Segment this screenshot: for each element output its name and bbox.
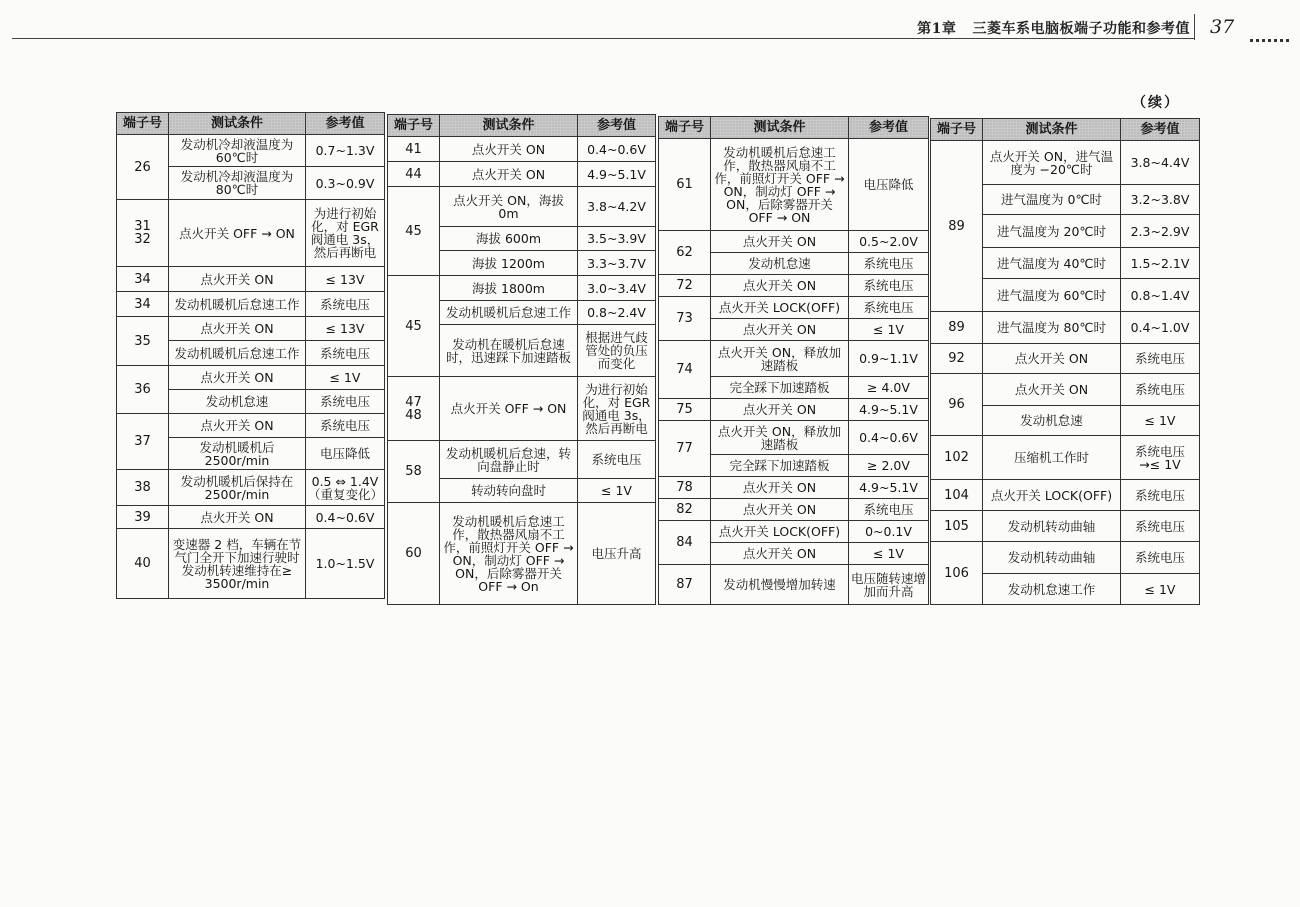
reference-cell: 系统电压 — [849, 275, 929, 297]
table-row — [117, 135, 385, 167]
condition-cell: 发动机暖机后怠速工作，散热器风扇不工作，前照灯开关 OFF → ON，制动灯 OFF → ON，后除雾器开关 OFF → ON — [711, 139, 849, 231]
terminal-cell: 104 — [931, 480, 983, 511]
condition-cell: 发动机暖机后2500r/min — [169, 438, 306, 470]
condition-cell: 发动机暖机后怠速工作 — [169, 341, 306, 366]
reference-cell: ≤ 1V — [1121, 406, 1200, 436]
condition-cell: 点火开关 ON，释放加速踏板 — [711, 421, 849, 455]
terminal-table-4 — [930, 118, 1200, 605]
reference-cell: 0.4~0.6V — [578, 137, 656, 162]
table-row — [117, 470, 385, 506]
reference-cell: 1.0~1.5V — [306, 529, 385, 599]
terminal-cell: 92 — [931, 344, 983, 374]
reference-cell: 4.9~5.1V — [578, 162, 656, 187]
table-row — [659, 399, 929, 421]
reference-cell: 系统电压 — [306, 341, 385, 366]
reference-cell: ≤ 13V — [306, 267, 385, 292]
table-row — [388, 377, 656, 441]
terminal-cell: 96 — [931, 374, 983, 436]
condition-cell: 点火开关 ON — [711, 275, 849, 297]
reference-cell: 电压升高 — [578, 503, 656, 605]
condition-cell: 进气温度为 60℃时 — [983, 279, 1121, 312]
reference-cell: 电压降低 — [306, 438, 385, 470]
table-row — [117, 366, 385, 390]
chapter-number: 第1章 — [917, 21, 957, 37]
reference-cell: 3.3~3.7V — [578, 251, 656, 276]
condition-cell: 海拔 1800m — [440, 276, 578, 301]
reference-header: 参考值 — [306, 113, 385, 135]
terminal-cell: 36 — [117, 366, 169, 414]
terminal-cell: 61 — [659, 139, 711, 231]
condition-cell: 转动转向盘时 — [440, 479, 578, 503]
condition-cell: 点火开关 ON — [983, 374, 1121, 406]
reference-cell: 根据进气歧管处的负压而变化 — [578, 325, 656, 377]
condition-cell: 点火开关 ON — [169, 366, 306, 390]
reference-cell: 3.0~3.4V — [578, 276, 656, 301]
condition-cell: 发动机转动曲轴 — [983, 542, 1121, 574]
table-row — [931, 344, 1200, 374]
terminal-cell: 39 — [117, 506, 169, 529]
condition-cell: 点火开关 ON，进气温度为 −20℃时 — [983, 141, 1121, 185]
condition-cell: 点火开关 ON — [711, 319, 849, 341]
terminal-header: 端子号 — [659, 117, 711, 139]
reference-header: 参考值 — [849, 117, 929, 139]
reference-cell: ≤ 1V — [578, 479, 656, 503]
terminal-cell: 78 — [659, 477, 711, 499]
reference-cell: 为进行初始化，对 EGR 阀通电 3s，然后再断电 — [578, 377, 656, 441]
condition-cell: 海拔 1200m — [440, 251, 578, 276]
terminal-cell: 58 — [388, 441, 440, 503]
reference-cell: 0.5~2.0V — [849, 231, 929, 253]
terminal-cell: 60 — [388, 503, 440, 605]
table-row — [659, 499, 929, 521]
reference-cell: 电压随转速增加而升高 — [849, 565, 929, 605]
terminal-cell: 89 — [931, 312, 983, 344]
terminal-cell: 72 — [659, 275, 711, 297]
terminal-cell: 102 — [931, 436, 983, 480]
table-header-row — [117, 113, 385, 135]
terminal-cell: 74 — [659, 341, 711, 399]
terminal-table-1 — [116, 112, 385, 599]
condition-cell: 发动机冷却液温度为60℃时 — [169, 135, 306, 167]
table-row — [388, 441, 656, 479]
terminal-header: 端子号 — [117, 113, 169, 135]
condition-cell: 进气温度为 20℃时 — [983, 215, 1121, 248]
reference-cell: 0~0.1V — [849, 521, 929, 543]
terminal-cell: 44 — [388, 162, 440, 187]
table-row — [931, 141, 1200, 185]
table-row — [659, 477, 929, 499]
reference-cell: 系统电压 — [1121, 480, 1200, 511]
condition-cell: 点火开关 ON — [711, 477, 849, 499]
terminal-cell: 47 48 — [388, 377, 440, 441]
terminal-header: 端子号 — [931, 119, 983, 141]
reference-cell: 为进行初始化，对 EGR 阀通电 3s，然后再断电 — [306, 200, 385, 267]
condition-header: 测试条件 — [440, 115, 578, 137]
condition-header: 测试条件 — [169, 113, 306, 135]
header-dots — [1250, 39, 1290, 42]
condition-header: 测试条件 — [983, 119, 1121, 141]
condition-cell: 点火开关 ON — [169, 506, 306, 529]
chapter-header — [880, 18, 1190, 38]
reference-cell: 0.3~0.9V — [306, 167, 385, 200]
condition-cell: 压缩机工作时 — [983, 436, 1121, 480]
condition-cell: 点火开关 ON — [711, 399, 849, 421]
reference-cell: ≤ 1V — [849, 319, 929, 341]
table-row — [931, 436, 1200, 480]
condition-cell: 发动机暖机后保持在2500r/min — [169, 470, 306, 506]
condition-cell: 完全踩下加速踏板 — [711, 455, 849, 477]
condition-cell: 点火开关 LOCK(OFF) — [711, 521, 849, 543]
reference-header: 参考值 — [1121, 119, 1200, 141]
terminal-cell: 40 — [117, 529, 169, 599]
terminal-cell: 105 — [931, 511, 983, 542]
condition-cell: 点火开关 ON — [440, 137, 578, 162]
table-row — [117, 200, 385, 267]
table-header-row — [659, 117, 929, 139]
condition-cell: 点火开关 ON，释放加速踏板 — [711, 341, 849, 377]
table-row — [659, 275, 929, 297]
terminal-cell: 31 32 — [117, 200, 169, 267]
condition-cell: 点火开关 ON — [169, 317, 306, 341]
condition-cell: 进气温度为 80℃时 — [983, 312, 1121, 344]
table-row — [388, 187, 656, 227]
condition-cell: 点火开关 ON — [711, 543, 849, 565]
table-row — [931, 480, 1200, 511]
condition-cell: 发动机暖机后怠速，转向盘静止时 — [440, 441, 578, 479]
reference-header: 参考值 — [578, 115, 656, 137]
terminal-cell: 89 — [931, 141, 983, 312]
terminal-cell: 34 — [117, 292, 169, 317]
table-row — [117, 317, 385, 341]
condition-cell: 海拔 600m — [440, 227, 578, 251]
condition-cell: 点火开关 ON — [440, 162, 578, 187]
terminal-cell: 37 — [117, 414, 169, 470]
table-row — [931, 511, 1200, 542]
reference-cell: 系统电压 — [1121, 344, 1200, 374]
reference-cell: 3.8~4.2V — [578, 187, 656, 227]
reference-cell: 系统电压 — [578, 441, 656, 479]
terminal-table-2 — [387, 114, 656, 605]
table-row — [659, 565, 929, 605]
condition-cell: 点火开关 ON — [711, 499, 849, 521]
table-row — [388, 503, 656, 605]
condition-cell: 点火开关 ON — [169, 267, 306, 292]
table-row — [117, 529, 385, 599]
reference-cell: ≥ 4.0V — [849, 377, 929, 399]
terminal-cell: 34 — [117, 267, 169, 292]
condition-cell: 发动机怠速 — [983, 406, 1121, 436]
reference-cell: 3.2~3.8V — [1121, 185, 1200, 215]
table-row — [117, 267, 385, 292]
terminal-cell: 41 — [388, 137, 440, 162]
terminal-cell: 82 — [659, 499, 711, 521]
reference-cell: 0.8~2.4V — [578, 301, 656, 325]
condition-cell: 点火开关 OFF → ON — [169, 200, 306, 267]
reference-cell: 1.5~2.1V — [1121, 248, 1200, 279]
continued-label: （续） — [1132, 95, 1180, 111]
condition-cell: 发动机慢慢增加转速 — [711, 565, 849, 605]
table-row — [388, 137, 656, 162]
condition-cell: 发动机怠速 — [711, 253, 849, 275]
reference-cell: 3.5~3.9V — [578, 227, 656, 251]
condition-cell: 进气温度为 0℃时 — [983, 185, 1121, 215]
reference-cell: 0.8~1.4V — [1121, 279, 1200, 312]
condition-header: 测试条件 — [711, 117, 849, 139]
condition-cell: 发动机怠速 — [169, 390, 306, 414]
terminal-cell: 87 — [659, 565, 711, 605]
condition-cell: 点火开关 LOCK(OFF) — [711, 297, 849, 319]
condition-cell: 发动机怠速工作 — [983, 574, 1121, 605]
condition-cell: 发动机转动曲轴 — [983, 511, 1121, 542]
terminal-cell: 62 — [659, 231, 711, 275]
reference-cell: 2.3~2.9V — [1121, 215, 1200, 248]
condition-cell: 发动机暖机后怠速工作 — [169, 292, 306, 317]
header-separator — [1194, 14, 1195, 40]
reference-cell: 4.9~5.1V — [849, 477, 929, 499]
reference-cell: 系统电压 — [849, 253, 929, 275]
table-header-row — [388, 115, 656, 137]
condition-cell: 发动机暖机后怠速工作，散热器风扇不工作，前照灯开关 OFF → ON，制动灯 OFF → ON，后除雾器开关 OFF → On — [440, 503, 578, 605]
condition-cell: 点火开关 LOCK(OFF) — [983, 480, 1121, 511]
table-row — [931, 312, 1200, 344]
condition-cell: 进气温度为 40℃时 — [983, 248, 1121, 279]
reference-cell: 系统电压 — [1121, 511, 1200, 542]
table-row — [117, 292, 385, 317]
table-row — [659, 231, 929, 253]
reference-cell: 电压降低 — [849, 139, 929, 231]
table-row — [931, 542, 1200, 574]
table-row — [659, 341, 929, 377]
table-row — [659, 139, 929, 231]
terminal-cell: 84 — [659, 521, 711, 565]
table-row — [388, 162, 656, 187]
reference-cell: 系统电压 — [1121, 542, 1200, 574]
table-row — [659, 521, 929, 543]
condition-cell: 点火开关 ON — [711, 231, 849, 253]
terminal-cell: 75 — [659, 399, 711, 421]
header-rule — [12, 38, 1194, 39]
table-header-row — [931, 119, 1200, 141]
terminal-cell: 45 — [388, 187, 440, 276]
reference-cell: 系统电压 — [849, 297, 929, 319]
terminal-cell: 106 — [931, 542, 983, 605]
condition-cell: 点火开关 ON — [169, 414, 306, 438]
reference-cell: 0.4~0.6V — [849, 421, 929, 455]
reference-cell: 0.4~1.0V — [1121, 312, 1200, 344]
terminal-cell: 77 — [659, 421, 711, 477]
table-row — [931, 374, 1200, 406]
condition-cell: 发动机暖机后怠速工作 — [440, 301, 578, 325]
chapter-title: 三菱车系电脑板端子功能和参考值 — [972, 21, 1190, 37]
terminal-cell: 35 — [117, 317, 169, 366]
table-row — [659, 421, 929, 455]
reference-cell: 3.8~4.4V — [1121, 141, 1200, 185]
terminal-table-3 — [658, 116, 929, 605]
condition-cell: 完全踩下加速踏板 — [711, 377, 849, 399]
table-row — [117, 506, 385, 529]
condition-cell: 点火开关 OFF → ON — [440, 377, 578, 441]
reference-cell: 系统电压 — [306, 390, 385, 414]
terminal-cell: 45 — [388, 276, 440, 377]
reference-cell: 系统电压 →≤ 1V — [1121, 436, 1200, 480]
reference-cell: ≤ 1V — [849, 543, 929, 565]
condition-cell: 发动机在暖机后怠速时，迅速踩下加速踏板 — [440, 325, 578, 377]
reference-cell: ≤ 13V — [306, 317, 385, 341]
page-number: 37 — [1210, 16, 1235, 38]
reference-cell: ≤ 1V — [306, 366, 385, 390]
terminal-cell: 38 — [117, 470, 169, 506]
table-row — [388, 276, 656, 301]
terminal-header: 端子号 — [388, 115, 440, 137]
reference-cell: 4.9~5.1V — [849, 399, 929, 421]
reference-cell: ≥ 2.0V — [849, 455, 929, 477]
table-row — [659, 297, 929, 319]
reference-cell: 系统电压 — [849, 499, 929, 521]
condition-cell: 点火开关 ON — [983, 344, 1121, 374]
condition-cell: 发动机冷却液温度为80℃时 — [169, 167, 306, 200]
reference-cell: ≤ 1V — [1121, 574, 1200, 605]
condition-cell: 点火开关 ON，海拔 0m — [440, 187, 578, 227]
terminal-cell: 26 — [117, 135, 169, 200]
reference-cell: 系统电压 — [1121, 374, 1200, 406]
reference-cell: 0.9~1.1V — [849, 341, 929, 377]
condition-cell: 变速器 2 档，车辆在节气门全开下加速行驶时发动机转速维持在≥ 3500r/min — [169, 529, 306, 599]
reference-cell: 0.7~1.3V — [306, 135, 385, 167]
terminal-cell: 73 — [659, 297, 711, 341]
reference-cell: 系统电压 — [306, 414, 385, 438]
reference-cell: 0.4~0.6V — [306, 506, 385, 529]
reference-cell: 系统电压 — [306, 292, 385, 317]
table-row — [117, 414, 385, 438]
reference-cell: 0.5 ⇔ 1.4V（重复变化） — [306, 470, 385, 506]
